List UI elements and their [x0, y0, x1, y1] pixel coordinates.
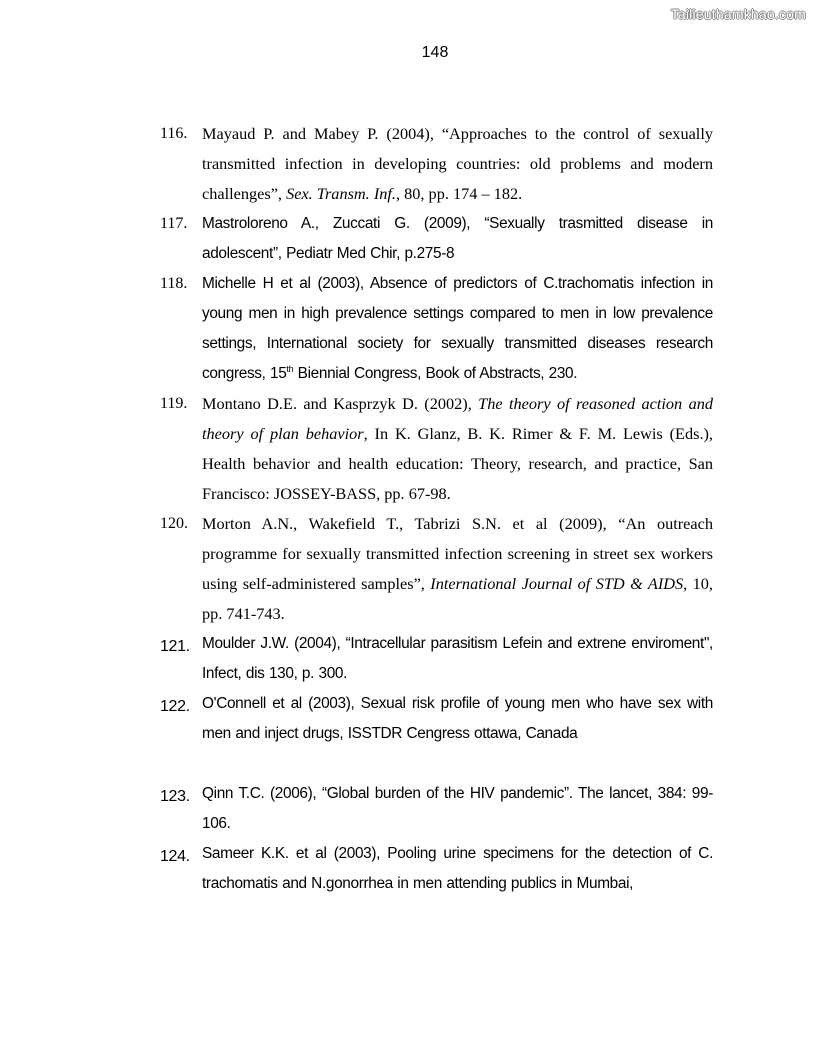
reference-122: [160, 689, 713, 749]
reference-text: [202, 509, 713, 629]
reference-text: [202, 269, 713, 389]
reference-text-part: , 80, pp. 174 – 182.: [395, 184, 523, 203]
reference-121: [160, 629, 713, 689]
reference-list: [160, 119, 713, 899]
reference-118: [160, 269, 713, 389]
reference-text-part: Montano D.E. and Kasprzyk D. (2002),: [202, 394, 479, 413]
reference-number: 118.: [160, 275, 188, 292]
reference-number: 120.: [160, 515, 188, 532]
reference-number: 123.: [160, 788, 190, 805]
reference-119: [160, 389, 713, 509]
reference-number: 117.: [160, 215, 188, 232]
reference-text: [202, 389, 713, 509]
reference-text: Qinn T.C. (2006), “Global burden of the HIV pandemic”. The lancet, 384: 99-106.: [202, 785, 713, 832]
reference-117: [160, 209, 713, 269]
reference-120: [160, 509, 713, 629]
reference-text-part: Michelle H et al (2003), Absence of predictors of C.trachomatis infection in young men in high prevalence settings compared to men in low prevalence settings, International society for sexually transmitted diseases research congress, 15: [202, 275, 713, 382]
reference-text: Mastroloreno A., Zuccati G. (2009), “Sexually trasmitted disease in adolescent”, Pediatr Med Chir, p.275-8: [202, 215, 713, 262]
reference-text-part: Mayaud P. and Mabey P. (2004), “Approaches to the control of sexually transmitted infection in developing countries: old problems and modern challenges”,: [202, 124, 713, 203]
reference-text: Sameer K.K. et al (2003), Pooling urine specimens for the detection of C. trachomatis and N.gonorrhea in men attending publics in Mumbai,: [202, 845, 713, 892]
journal-title: Sex. Transm. Inf.: [286, 184, 396, 203]
reference-text: [202, 119, 713, 209]
reference-116: [160, 119, 713, 209]
reference-number: 119.: [160, 395, 188, 412]
reference-123: [160, 779, 713, 839]
spacer: [160, 749, 713, 779]
reference-number: 121.: [160, 638, 190, 655]
reference-text-part: , In K. Glanz, B. K. Rimer & F. M. Lewis (Eds.), Health behavior and health education: Theory, research, and practice, San Francisco: JOSSEY-BASS, pp. 67-98.: [202, 424, 714, 503]
book-title: The theory of reasoned action and theory of plan behavior: [202, 394, 713, 443]
superscript: th: [286, 364, 294, 374]
reference-text-part: Biennial Congress, Book of Abstracts, 230.: [293, 365, 578, 382]
journal-title: International Journal of STD & AIDS: [430, 574, 684, 593]
reference-text: Moulder J.W. (2004), “Intracellular parasitism Lefein and extrene enviroment", Infect, dis 130, p. 300.: [202, 635, 713, 682]
watermark: Tailieuthamkhao.com: [670, 6, 806, 22]
reference-number: 116.: [160, 125, 188, 142]
reference-text-part: , 10, pp. 741-743.: [202, 574, 713, 623]
reference-number: 122.: [160, 698, 190, 715]
reference-number: 124.: [160, 848, 190, 865]
reference-text-part: Morton A.N., Wakefield T., Tabrizi S.N. et al (2009), “An outreach programme for sexually transmitted infection screening in street sex workers using self-administered samples”,: [202, 514, 713, 593]
reference-124: [160, 839, 713, 899]
reference-text: O'Connell et al (2003), Sexual risk profile of young men who have sex with men and inject drugs, ISSTDR Cengress ottawa, Canada: [202, 695, 713, 742]
page-number: 148: [421, 44, 449, 61]
